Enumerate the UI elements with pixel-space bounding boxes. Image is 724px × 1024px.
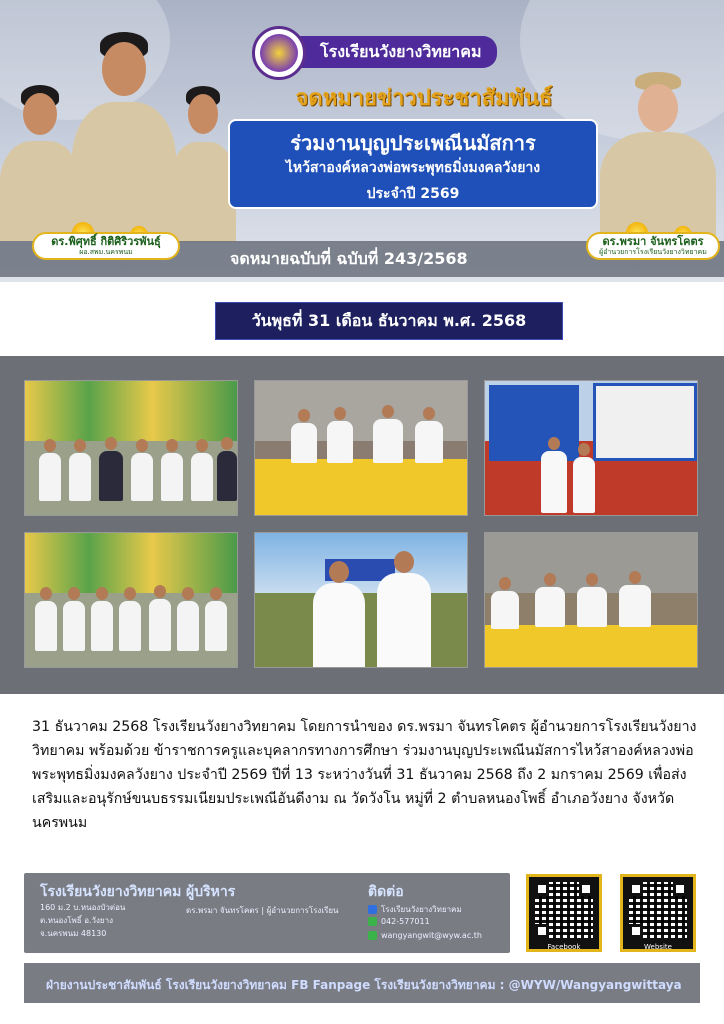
address-line-3: จ.นครพนม 48130: [40, 929, 107, 938]
issue-number: จดหมายฉบับที่ ฉบับที่ 243/2568: [230, 249, 468, 268]
email-icon: [368, 931, 377, 940]
website-qr-code[interactable]: [620, 874, 696, 952]
event-photo-6: [484, 532, 698, 668]
right-person-role: ผู้อำนวยการโรงเรียนวังยางวิทยาคม: [599, 247, 707, 256]
event-photo-2: [254, 380, 468, 516]
contact-email[interactable]: [368, 931, 482, 940]
news-body-text: 31 ธันวาคม 2568 โรงเรียนวังยางวิทยาคม โดยการนำของ ดร.พรมา จันทรโคตร ผู้อำนวยการโรงเรียนวังยางวิทยาคม พร้อมด้วย ข้าราชการครูและบุคลากรทางการศึกษา ร่วมงานบุญประเพณีนมัสการไหว้สาองค์หลวงพ่อพระพุทธมิ่งมงคลวังยาง ประจำปี 2569 ปีที่ 13 ระหว่างวันที่ 31 ธันวาคม 2568 ถึง 2 มกราคม 2569 เพื่อส่งเสริมและอนุรักษ์ขนบธรรมเนียมประเพณีอันดีงาม ณ วัดวังโน หมู่ที่ 2 ตำบลหนองโพธิ์ อำเภอวังยาง จังหวัดนครพนม: [32, 719, 697, 831]
admin-heading: ผู้บริหาร: [186, 884, 236, 900]
right-name-tag: [586, 232, 720, 260]
date-box: วันพุธที่ 31 เดือน ธันวาคม พ.ศ. 2568: [215, 302, 563, 340]
facebook-icon: [368, 905, 377, 914]
event-photo-5: [254, 532, 468, 668]
email-text: wangyangwit@wyw.ac.th: [381, 931, 482, 940]
qr-website-label: Website: [644, 943, 672, 951]
bottom-credit-text: ฝ่ายงานประชาสัมพันธ์ โรงเรียนวังยางวิทยาคม FB Fanpage โรงเรียนวังยางวิทยาคม : @WYW/Wangyangwittaya: [46, 978, 682, 992]
contact-heading: ติดต่อ: [368, 884, 404, 900]
news-headline-box: [228, 119, 598, 209]
newsletter-title: จดหมายข่าวประชาสัมพันธ์: [295, 86, 553, 111]
school-logo: [252, 26, 306, 80]
left-person-role: ผอ.สพม.นครพนม: [79, 247, 133, 256]
header-banner: [0, 0, 724, 282]
facebook-text: โรงเรียนวังยางวิทยาคม: [381, 905, 462, 914]
footer-address: [40, 901, 125, 940]
director-photo: [600, 72, 716, 242]
phone-text: 042-577011: [381, 917, 430, 926]
event-photo-3: [484, 380, 698, 516]
facebook-qr-code[interactable]: [526, 874, 602, 952]
left-name-tag: [32, 232, 180, 260]
headline-line-3: ประจำปี 2569: [366, 186, 460, 202]
official-photo-right: [170, 86, 236, 242]
headline-line-1: ร่วมงานบุญประเพณีนมัสการ: [290, 131, 536, 155]
contact-facebook[interactable]: [368, 903, 462, 916]
right-person-name: ดร.พรมา จันทรโคตร: [602, 235, 704, 249]
official-photo-left: [0, 85, 80, 241]
left-person-name: ดร.พิศุทธิ์ กิติศิริวรพันธุ์: [51, 235, 161, 249]
event-photo-4: [24, 532, 238, 668]
phone-icon: [368, 917, 377, 926]
address-line-1: 160 ม.2 บ.หนองบัวต่อน: [40, 903, 126, 912]
admin-text: ดร.พรมา จันทรโคตร | ผู้อำนวยการโรงเรียน: [186, 906, 339, 915]
event-photo-1: [24, 380, 238, 516]
bottom-credit-bar: [24, 963, 700, 1003]
photo-gallery: [0, 356, 724, 694]
qr-facebook-label: Facebook: [547, 943, 581, 951]
footer-info: [24, 873, 510, 953]
address-line-2: ต.หนองโพธิ์ อ.วังยาง: [40, 916, 114, 925]
contact-phone[interactable]: [368, 917, 430, 926]
school-banner: [252, 26, 552, 70]
headline-line-2: ไหว้สาองค์หลวงพ่อพระพุทธมิ่งมงคลวังยาง: [285, 160, 541, 176]
school-name: โรงเรียนวังยางวิทยาคม: [298, 36, 497, 68]
official-photo-main: [72, 32, 176, 242]
footer-school-name: โรงเรียนวังยางวิทยาคม: [40, 884, 182, 900]
